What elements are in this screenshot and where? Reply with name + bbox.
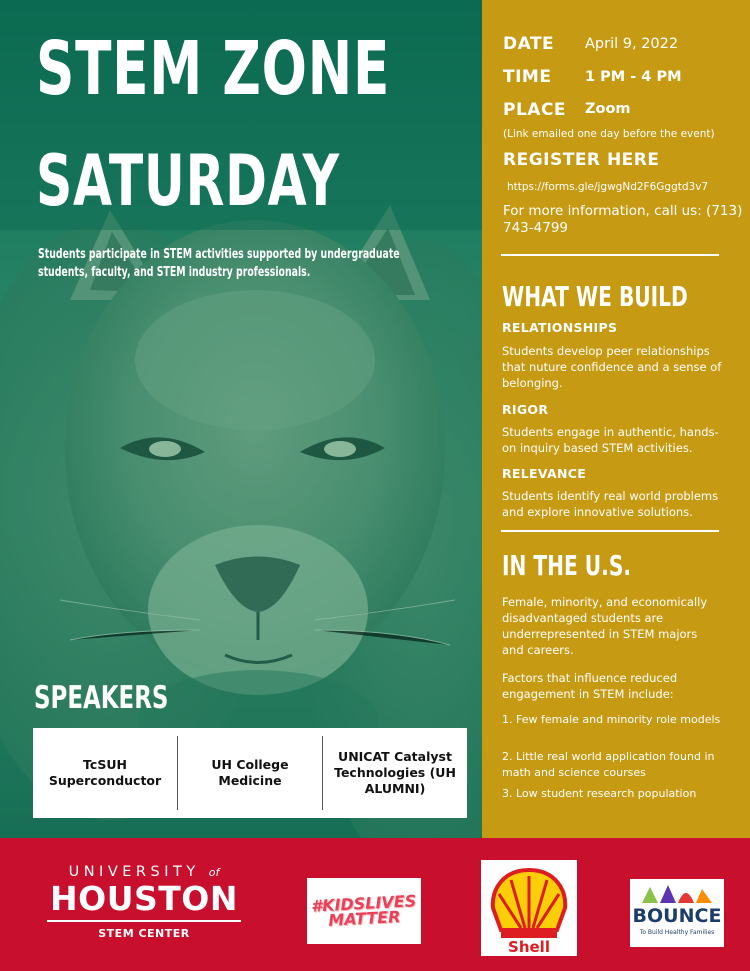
shell-logo-text: Shell bbox=[508, 938, 550, 956]
event-title-line1: STEM ZONE bbox=[36, 26, 391, 112]
info-panel bbox=[482, 0, 750, 838]
shell-icon bbox=[481, 860, 577, 956]
build-item-heading: RIGOR bbox=[502, 402, 549, 417]
what-we-build-heading: WHAT WE BUILD bbox=[502, 280, 688, 313]
speakers-list bbox=[33, 728, 467, 818]
time-row bbox=[503, 67, 682, 87]
uh-of-text: of bbox=[208, 866, 220, 879]
uh-logo-university bbox=[46, 864, 242, 880]
date-row bbox=[503, 34, 679, 54]
build-item-heading: RELATIONSHIPS bbox=[502, 320, 618, 335]
shell-logo bbox=[481, 860, 577, 956]
uh-logo-rule bbox=[47, 920, 241, 922]
factor-list-item: 2. Little real world application found in math and science courses bbox=[502, 750, 715, 779]
build-item-text: Students identify real world problems and explore innovative solutions. bbox=[502, 489, 719, 519]
uh-logo-houston: HOUSTON bbox=[50, 879, 238, 918]
event-intro: Students participate in STEM activities supported by undergraduate students, faculty, and STEM industry professionals. bbox=[38, 247, 400, 280]
contact-info: For more information, call us: (713) 743-4799 bbox=[503, 203, 743, 236]
us-paragraph: Female, minority, and economically disadvantaged students are underrepresented in STEM majors and careers. bbox=[502, 595, 708, 657]
kids-logo-text: #KIDSLIVES MATTER bbox=[310, 891, 417, 930]
factor-list-item: 3. Low student research population bbox=[502, 787, 697, 800]
place-value: Zoom bbox=[585, 101, 631, 117]
place-label: PLACE bbox=[503, 100, 567, 120]
time-label: TIME bbox=[503, 67, 552, 87]
bounce-logo bbox=[630, 879, 724, 947]
date-label: DATE bbox=[503, 34, 555, 54]
uh-university-text: UNIVERSITY bbox=[68, 864, 200, 880]
sponsor-footer bbox=[0, 838, 750, 971]
register-link[interactable]: https://forms.gle/jgwgNd2F6Gggtd3v7 bbox=[507, 181, 709, 193]
speakers-heading: SPEAKERS bbox=[34, 680, 169, 716]
divider bbox=[501, 254, 719, 256]
kids-lives-matter-logo bbox=[307, 878, 421, 944]
place-row bbox=[503, 100, 631, 120]
build-item-text: Students engage in authentic, hands-on inquiry based STEM activities. bbox=[502, 425, 719, 455]
uh-logo-stem-center: STEM CENTER bbox=[98, 926, 190, 940]
build-item-text: Students develop peer relationships that nuture confidence and a sense of belonging. bbox=[502, 344, 722, 390]
speaker-item: TcSUH Superconductor bbox=[48, 757, 162, 788]
divider bbox=[501, 530, 719, 532]
place-note: (Link emailed one day before the event) bbox=[503, 128, 715, 140]
bounce-graphic-icon bbox=[630, 881, 724, 907]
in-the-us-heading: IN THE U.S. bbox=[502, 549, 632, 582]
uh-stem-center-logo bbox=[46, 864, 242, 940]
speaker-item: UH College Medicine bbox=[177, 736, 322, 810]
bounce-tagline: To Build Healthy Families bbox=[639, 929, 715, 936]
date-value: April 9, 2022 bbox=[585, 36, 679, 52]
us-paragraph: Factors that influence reduced engagement in STEM include: bbox=[502, 671, 678, 701]
bounce-logo-text: BOUNCE bbox=[632, 905, 722, 927]
build-item-heading: RELEVANCE bbox=[502, 466, 587, 481]
speaker-item: UNICAT Catalyst Technologies (UH ALUMNI) bbox=[322, 736, 467, 810]
register-heading: REGISTER HERE bbox=[503, 150, 660, 170]
time-value: 1 PM - 4 PM bbox=[585, 69, 682, 85]
event-title-line2: SATURDAY bbox=[36, 140, 340, 222]
factor-list-item: 1. Few female and minority role models bbox=[502, 713, 721, 726]
